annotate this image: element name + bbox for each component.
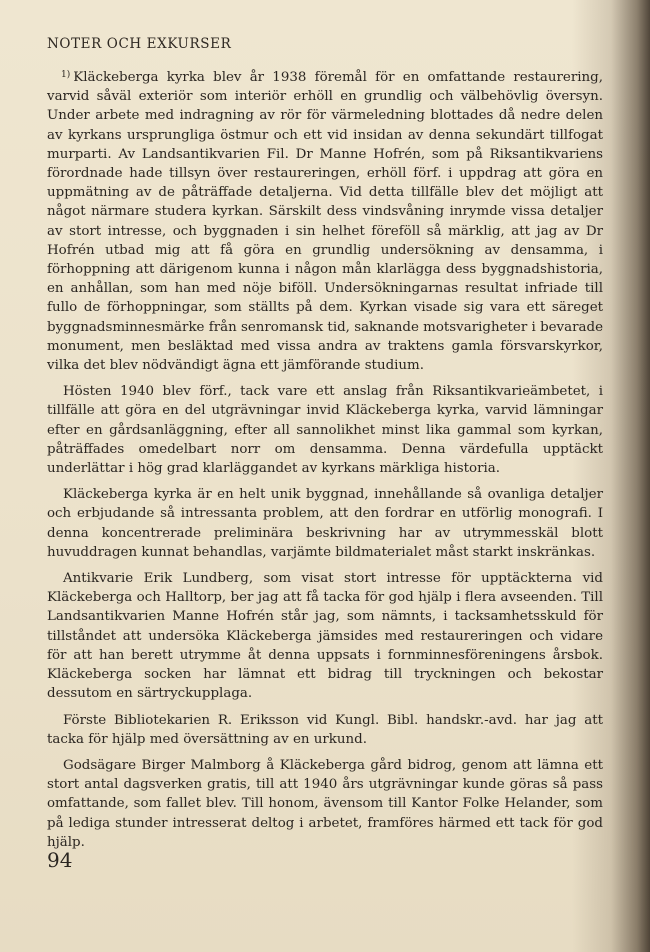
paragraph-6: Godsägare Birger Malmborg å Kläckeberga gård bidrog, genom att lämna ett stort antal dagsverken gratis, till att 1940 års utgrävningar kunde göras så pass omfattande, som fallet blev. Till honom, ävensom till Kantor Folke Helander, som på lediga stunder intresserat deltog i arbetet, framföres härmed ett tack för god hjälp. (47, 757, 603, 850)
paragraph-3: Kläckeberga kyrka är en helt unik byggnad, innehållande så ovanliga detaljer och erbjudande så intressanta problem, att den fordrar en utförlig monografi. I denna koncentrerade preliminära beskrivning har av utrymmesskäl blott huvuddragen kunnat behandlas, varjämte bildmaterialet måst starkt inskränkas. (47, 487, 603, 560)
paragraph-1-text: Kläckeberga kyrka blev år 1938 föremål för en omfattande restaurering, varvid såväl exteriör som interiör erhöll en grundlig och välbehövlig översyn. Under arbete med indragning av rör för värmeledning blottades då nedre delen av kyrkans ursprungliga östmur och ett vid insidan av denna sekundärt tillfogat murparti. Av Landsantikvarien Fil. Dr Manne Hofrén, som på Riksantikvariens förordnade hade tillsyn över restaureringen, erhöll förf. i uppdrag att göra en uppmätning av de påträffade detaljerna. Vid detta tillfälle blev det möjligt att något närmare studera kyrkan. Särskilt dess vindsvåning inrymde vissa detaljer av stort intresse, och byggnaden i sin helhet föreföll så märklig, att jag av Dr Hofrén utbad mig att få göra en grundlig undersökning av densamma, i förhoppning att därigenom kunna i någon mån klarlägga dess byggnadshistoria, en anhållan, som han med nöje biföll. Undersökningarnas resultat infriade till fullo de förhoppningar, som ställts på dem. Kyrkan visade sig vara ett säreget byggnadsminnesmärke från senromansk tid, saknande motsvarigheter i bevarade monument, men besläktad med vissa andra av traktens gamla försvarskyrkor, vilka det blev nödvändigt ägna ett jämförande studium. (47, 70, 603, 374)
page-number: 94 (47, 848, 73, 872)
paragraph-4: Antikvarie Erik Lundberg, som visat stort intresse för upptäckterna vid Kläckeberga och Halltorp, ber jag att få tacka för god hjälp i flera avseenden. Till Landsantikvarien Manne Hofrén står jag, som nämnts, i tacksamhetsskuld för tillståndet att undersöka Kläckeberga jämsides med restaureringen och vidare för att han berett utrymme åt denna uppsats i fornminnesföreningens årsbok. Kläckeberga socken har lämnat ett bidrag till tryckningen och bekostar dessutom en särtryckupplaga. (47, 571, 603, 702)
footnote-text-block (47, 66, 603, 859)
footnote-marker: 1) (61, 70, 71, 80)
paragraph-5: Förste Bibliotekarien R. Eriksson vid Kungl. Bibl. handskr.-avd. har jag att tacka för hjälp med översättning av en urkund. (47, 712, 603, 747)
running-header: NOTER OCH EXKURSER (47, 36, 232, 52)
paragraph-1 (47, 66, 603, 375)
paragraph-2: Hösten 1940 blev förf., tack vare ett anslag från Riksantikvarieämbetet, i tillfälle att göra en del utgrävningar invid Kläckeberga kyrka, varvid lämningar efter en gårdsanläggning, efter all sannolikhet minst lika gammal som kyrkan, påträffades omedelbart norr om densamma. Denna värdefulla upptäckt underlättar i hög grad klarläggandet av kyrkans märkliga historia. (47, 384, 603, 477)
